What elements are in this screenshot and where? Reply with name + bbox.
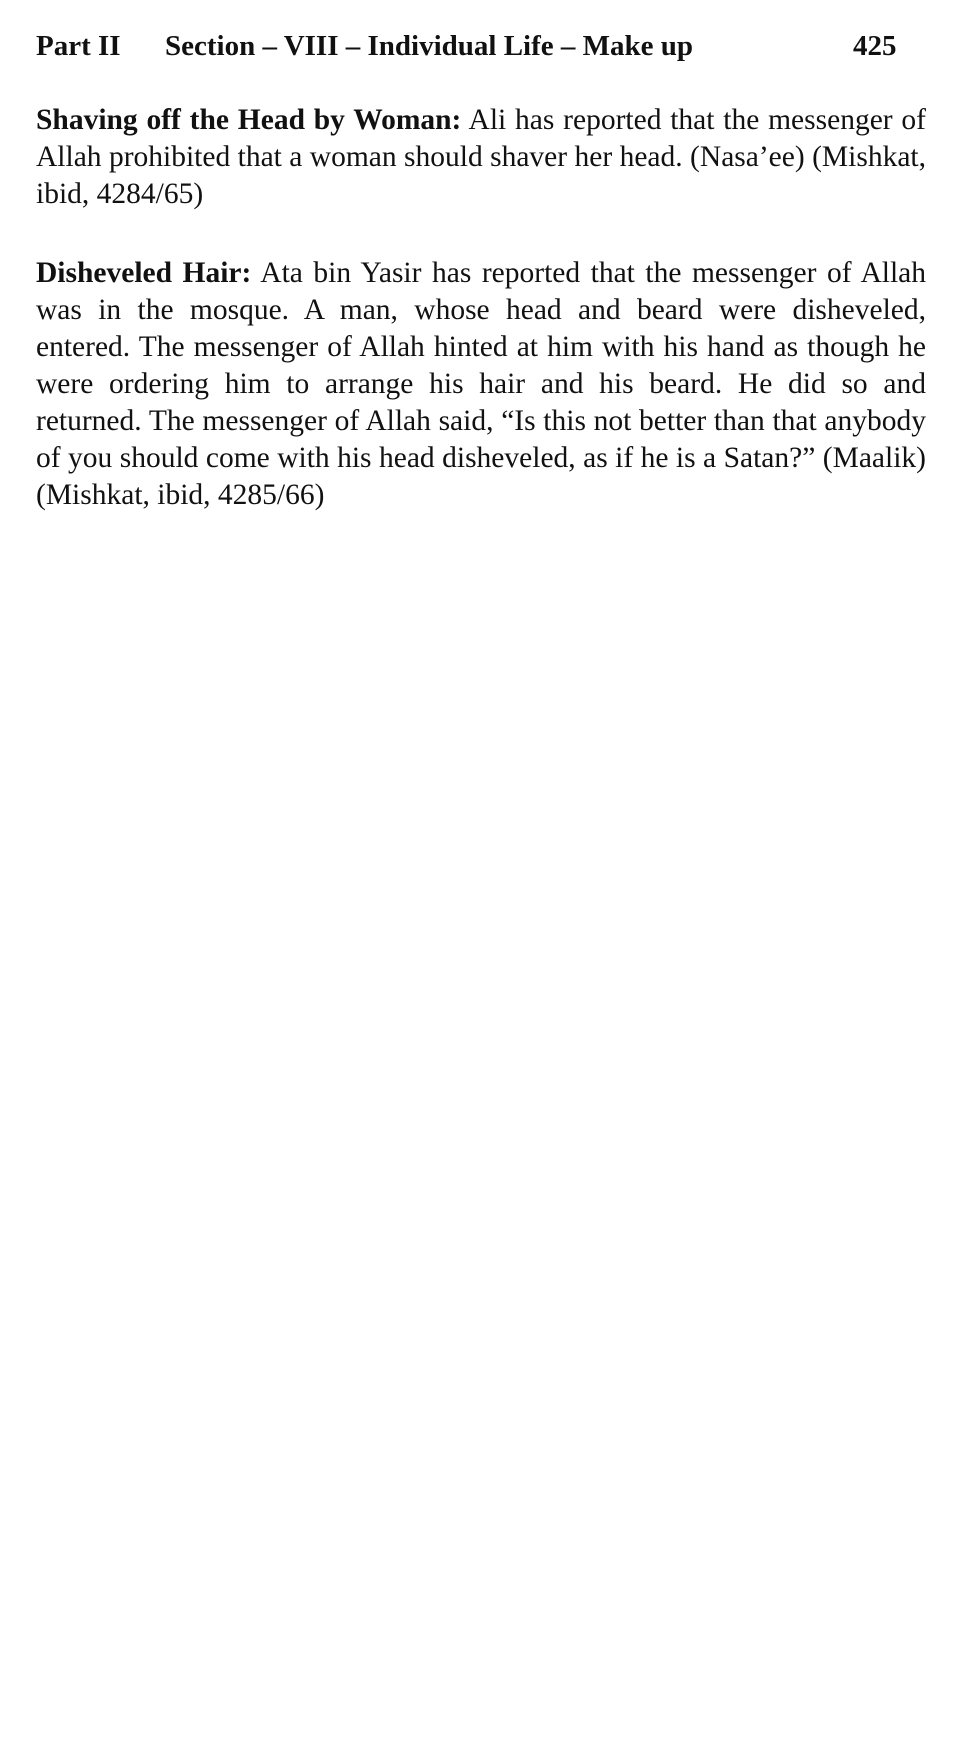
document-page <box>36 0 926 511</box>
running-header <box>36 0 926 60</box>
paragraph-shaving-head <box>36 102 926 213</box>
paragraph-lead: Shaving off the Head by Woman: <box>36 104 462 136</box>
page-number: 425 <box>853 30 897 62</box>
paragraph-disheveled-hair <box>36 255 926 514</box>
paragraph-lead: Disheveled Hair: <box>36 257 252 289</box>
paragraph-body: Ali has reported that the messenger of Allah prohibited that a woman should shaver her head. (Nasa’ee) (Mishkat, ibid, 4284/65) <box>36 104 926 210</box>
header-section-title: Section – VIII – Individual Life – Make up <box>165 30 694 62</box>
header-part: Part II <box>36 30 121 62</box>
paragraph-body: Ata bin Yasir has reported that the messenger of Allah was in the mosque. A man, whose head and beard were disheveled, entered. The messenger of Allah hinted at him with his hand as though he were ordering him to arrange his hair and his beard. He did so and returned. The messenger of Allah said, “Is this not better than that anybody of you should come with his head disheveled, as if he is a Satan?” (Maalik) (Mishkat, ibid, 4285/66) <box>36 257 926 511</box>
